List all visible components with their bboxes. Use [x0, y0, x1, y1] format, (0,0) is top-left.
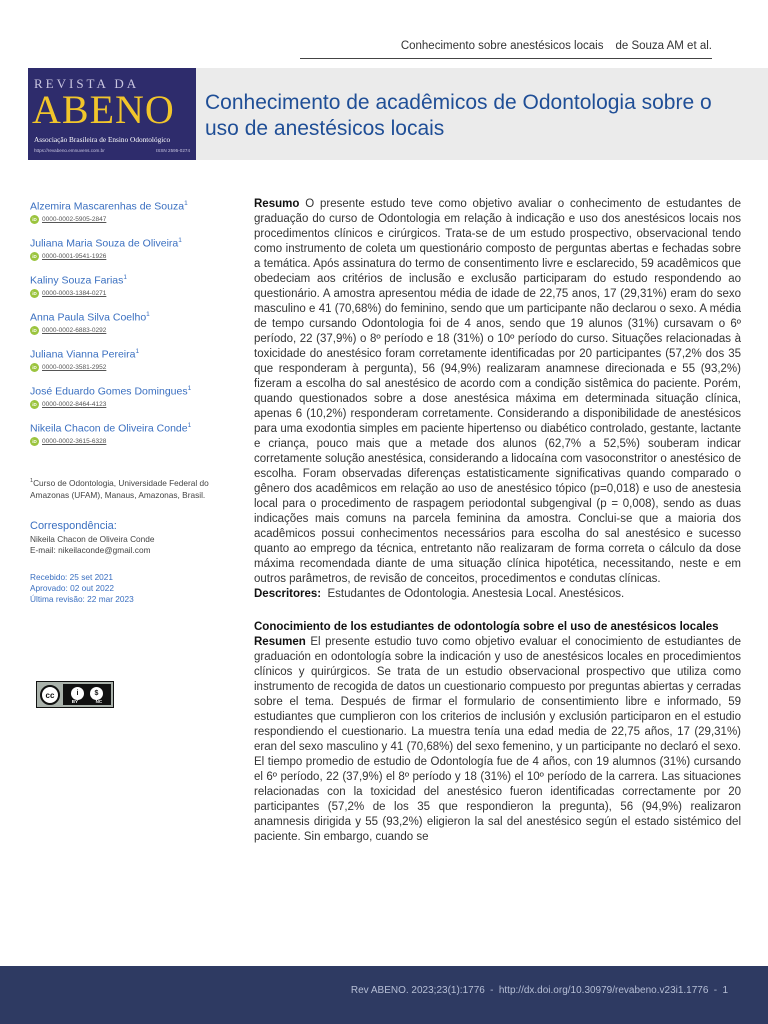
cc-license-badge[interactable] [36, 681, 114, 708]
journal-logo [28, 68, 196, 160]
author-entry [30, 348, 230, 385]
descriptors [254, 587, 741, 602]
abstract-pt [254, 197, 741, 587]
footer-doi-link[interactable]: http://dx.doi.org/10.30979/revabeno.v23i1.1776 [498, 985, 709, 996]
logo-revista-text: REVISTA DA [34, 76, 140, 91]
correspondence-email[interactable]: E-mail: nikeilaconde@gmail.com [30, 545, 151, 555]
abstract-es [254, 635, 741, 865]
affiliation-mark: 1 [123, 274, 128, 281]
orcid-link[interactable]: 0000-0001-9541-1926 [42, 252, 107, 260]
author-name[interactable]: Anna Paula Silva Coelho$^1$ [30, 311, 150, 324]
abstract-pt-label: Resumo [254, 198, 300, 210]
author-entry [30, 311, 230, 348]
author-name[interactable]: Juliana Vianna Pereira$^1$ [30, 348, 140, 361]
correspondence-heading: Correspondência: [30, 520, 117, 532]
affiliation [30, 475, 235, 501]
author-list [30, 200, 230, 459]
affiliation-mark: 1 [184, 200, 188, 207]
noncommercial-icon: $ [90, 687, 103, 700]
article-title: Conhecimento de acadêmicos de Odontologia sobre o uso de anestésicos locais [205, 91, 712, 140]
descriptors-label: Descritores: [254, 588, 322, 600]
running-header [401, 40, 712, 52]
affiliation-mark: 1 [146, 311, 150, 318]
author-name[interactable]: Juliana Maria Souza de Oliveira$^1$ [30, 237, 182, 250]
cc-icon: cc [40, 685, 60, 705]
running-header-title: Conhecimento sobre anestésicos locais [400, 40, 604, 52]
author-name[interactable]: José Eduardo Gomes Domingues$^1$ [30, 385, 192, 398]
cc-by-label: BY [71, 699, 79, 704]
revised-date: Última revisão: 22 mar 2023 [30, 594, 134, 604]
author-entry [30, 237, 230, 274]
footer-citation: Rev ABENO. 2023;23(1):1776 [350, 985, 485, 996]
cc-nc-label: NC [95, 699, 103, 704]
abstract-es-title: Conocimiento de los estudiantes de odontología sobre el uso de anestésicos locales [254, 621, 719, 633]
logo-issn: ISSN 2595-0274 [156, 148, 190, 153]
affiliation-mark: 1 [178, 237, 182, 244]
orcid-icon: iD [30, 289, 39, 298]
orcid-link[interactable]: 0000-0002-5905-2847 [42, 215, 107, 223]
descriptors-text: Estudantes de Odontologia. Anestesia Local. Anestésicos. [327, 588, 625, 600]
author-name[interactable]: Nikeila Chacon de Oliveira Conde$^1$ [30, 422, 192, 435]
affiliation-mark: 1 [30, 478, 34, 484]
abstract-pt-text: O presente estudo teve como objetivo avaliar o conhecimento de estudantes de graduação do curso de Odontologia em relação à indicação e uso dos anestésicos locais nos procedimentos clínicos e cirúrgicos. Trata-se de um estudo prospectivo, observacional tendo como instrumento de coleta um questionário composto de perguntas abertas e fechadas sobre a temática. Após assinatura do termo de consentimento livre e esclarecido, 59 acadêmicos que obedeciam aos critérios de inclusão e exclusão participaram do estudo respondendo ao questionário. A amostra apresentou média de idade de 22,75 anos, 17 (29,31%) eram do sexo masculino e 41 (70,68%) do feminino, sendo que um participante não declarou o sexo. A média de tempo cursando Odontologia foi de 4 anos, sendo que 19 alunos (31%) cursavam o 6º período, 22 (37,9%) o 8º período e 18 (31%) o 10º período do curso. Situações relacionadas à toxicidade do anestésico foram corretamente identificadas por 20 participantes (57,2% dos 35 que responderam à pergunta), 56 (94,9%) realizaram anamnese direcionada e 55 (93,2%) fizeram a escolha do sal anestésico de acordo com a condição sistêmica do paciente. Porém, quando questionados sobre a dose anestésica máxima em determinada situação clínica, apenas 6 (10,2%) responderam corretamente. Considerando a disponibilidade de anestésicos para uma exodontia simples em paciente hipertenso ou diabético controlado, gestante, lactante e criança, pouco mais que a metade dos alunos (62,7% a 52,5%) souberam indicar corretamente solução anestésica, considerando a lidocaína com vasoconstritor o anestésico de escolha. Foram observadas diferenças estatisticamente significativas quando comparado o gênero dos acadêmicos em relação ao uso de anestésico tópico (p=0,018) e uso de anestesia local para o procedimento de raspagem periodontal subgengival (p = 0,008), sendo as duas indicações mais comuns na parcela feminina da amostra. Conclui-se que a maioria dos acadêmicos possui conhecimentos necessários para escolha do sal anestésico e sucesso quanto ao emprego da técnica, entretanto não realizaram de forma correta o cálculo da dose máxima recomendada diante de uma situação clínica hipotética, necessitando, neste e em outros parâmetros, de revisão de conceitos, procedimentos e condutas clínicas. [254, 198, 741, 585]
author-name[interactable]: Kaliny Souza Farias$^1$ [30, 274, 128, 287]
abstract-es-label: Resumen [254, 636, 306, 648]
cc-license-labels [63, 699, 111, 704]
author-name[interactable]: Alzemira Mascarenhas de Souza$^1$ [30, 200, 188, 213]
main-content [254, 197, 741, 865]
orcid-link[interactable]: 0000-0002-3615-6328 [42, 437, 107, 445]
abstract-es-text: El presente estudio tuvo como objetivo evaluar el conocimiento de estudiantes de graduación en odontología sobre la indicación y uso de anestésicos locales en procedimientos clínicos y quirúrgicos. Se trata de un estudio observacional prospectivo que utiliza como instrumento de recogida de datos un cuestionario compuesto por preguntas abiertas y cerradas sobre el tema. Después de firmar el formulario de consentimiento libre e informado, 59 estudiantes que cumplieron con los criterios de inclusión y exclusión participaron en el estudio respondiendo el cuestionario. La muestra tenía una edad media de 22,75 años, 17 (29,31%) eran del sexo masculino y 41 (70,68%) del sexo femenino, y un participante no declaró el sexo. El tiempo promedio de estudio de Odontología fue de 4 años, con 19 alumnos (31%) cursando el 6º período, 22 (37,9%) el 8º período y 18 (31%) el 10º período de la carrera. Las situaciones relacionadas con la toxicidad del anestésico fueron identificadas correctamente por 20 participantes (57,2% de los 35 que respondieron la pregunta), 56 (94,9%) realizaron anamnesis dirigida y 55 (93,2%) eligieron la sal del anestésico según el estado sistémico del paciente. Sin embargo, cuando se [254, 636, 741, 843]
affiliation-mark: 1 [187, 422, 192, 429]
author-entry [30, 385, 230, 422]
orcid-link[interactable]: 0000-0003-1384-0271 [42, 289, 107, 297]
orcid-icon: iD [30, 400, 39, 409]
affiliation-text: Curso de Odontologia, Universidade Federal do Amazonas (UFAM), Manaus, Amazonas, Brasil. [30, 477, 209, 500]
orcid-icon: iD [30, 363, 39, 372]
orcid-link[interactable]: 0000-0002-6883-0292 [42, 326, 107, 334]
author-entry [30, 274, 230, 311]
correspondence-details [30, 534, 155, 556]
orcid-icon: iD [30, 215, 39, 224]
author-entry [30, 422, 230, 459]
footer-page-number: 1 [722, 985, 728, 996]
received-date: Recebido: 25 set 2021 [30, 572, 114, 582]
orcid-link[interactable]: 0000-0002-3581-2952 [42, 363, 107, 371]
running-header-rule [300, 58, 712, 59]
approved-date: Aprovado: 02 out 2022 [30, 583, 114, 593]
author-entry [30, 200, 230, 237]
orcid-icon: iD [30, 437, 39, 446]
article-dates [30, 572, 134, 605]
orcid-icon: iD [30, 252, 39, 261]
footer-citation-line: Rev ABENO. 2023;23(1):1776 - http://dx.doi.org/10.30979/revabeno.v23i1.1776 - 1 [350, 985, 728, 996]
correspondence-name: Nikeila Chacon de Oliveira Conde [30, 534, 155, 544]
affiliation-mark: 1 [187, 385, 192, 392]
attribution-icon: i [71, 687, 84, 700]
running-header-authors: de Souza AM et al. [615, 40, 712, 52]
logo-url: https://revabeno.emnuvens.com.br [34, 148, 105, 153]
logo-association-text: Associação Brasileira de Ensino Odontológico [34, 135, 171, 144]
orcid-link[interactable]: 0000-0002-8464-4123 [42, 400, 107, 408]
orcid-icon: iD [30, 326, 39, 335]
affiliation-mark: 1 [135, 348, 140, 355]
logo-abeno-text: ABENO [32, 87, 175, 132]
